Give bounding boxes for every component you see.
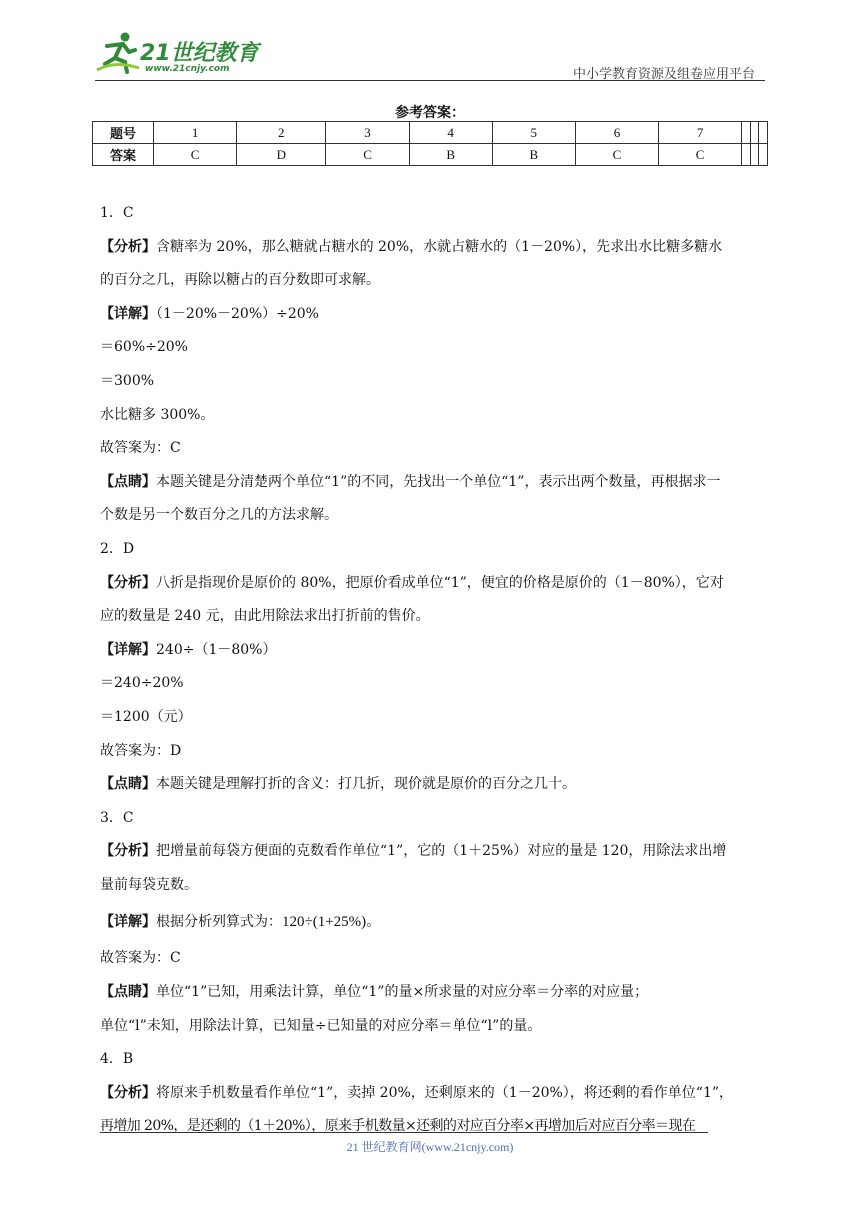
detail-text: 240÷（1－80%） [156,641,277,658]
text-line: 水比糖多 300%。 [100,406,215,423]
tip-tag: 【点睛】 [100,473,156,490]
tip-line [100,976,768,1010]
tip-text: 本题关键是分清楚两个单位“1”的不同，先找出一个单位“1”，表示出两个数量，再根据求一 [156,473,721,490]
row-label: 答案 [93,144,154,166]
solutions [100,197,768,1144]
logo [95,30,265,76]
detail-tag: 【详解】 [100,641,156,658]
table-cell: B [492,144,575,166]
table-cell [750,122,759,144]
detail-line [100,634,768,668]
table-cell: C [659,144,742,166]
analysis-text: 含糖率为 20%，那么糖就占糖水的 20%，水就占糖水的（1－20%），先求出水比糖多糖水 [156,238,723,255]
question-number: 2．D [100,540,135,557]
analysis-tag: 【分析】 [100,574,156,591]
answer-line: 故答案为：D [100,742,182,759]
table-cell: 6 [575,122,658,144]
analysis-tag: 【分析】 [100,1084,156,1101]
analysis-line [100,1077,768,1111]
analysis-text: 把增量前每袋方便面的克数看作单位“1”，它的（1＋25%）对应的量是 120，用除法求出增 [156,843,727,860]
question-number-row [93,122,768,144]
row-label: 题号 [93,122,154,144]
text-line: 再增加 20%，是还剩的（1＋20%），原来手机数量×还剩的对应百分率×再增加后对应百分率＝现在 [100,1118,696,1135]
table-cell: D [237,144,326,166]
table-cell: 5 [492,122,575,144]
text-line: 的百分之几，再除以糖占的百分数即可求解。 [100,272,380,289]
logo-url: www.21cnjy.com [145,64,230,74]
table-cell: C [154,144,237,166]
text-line: 个数是另一个数百分之几的方法求解。 [100,507,338,524]
table-cell: C [575,144,658,166]
analysis-tag: 【分析】 [100,843,156,860]
text-line: 单位“l”未知，用除法计算，已知量÷已知量的对应分率＝单位“l”的量。 [100,1017,542,1034]
tip-text: 单位“1”已知，用乘法计算，单位“1”的量×所求量的对应分率＝分率的对应量； [156,984,649,1001]
footer-link[interactable]: 21 世纪教育网(www.21cnjy.com) [346,1140,514,1154]
analysis-text: 八折是指现价是原价的 80%，把原价看成单位“1”，便宜的价格是原价的（1－80%），它对 [156,574,724,591]
table-cell: 2 [237,122,326,144]
detail-text: 根据分析列算式为： [156,914,282,931]
text-line: ＝240÷20% [100,675,184,692]
table-cell: C [326,144,409,166]
tip-text: 本题关键是理解打折的含义：打几折，现价就是原价的百分之几十。 [156,776,576,793]
text-line: ＝300% [100,372,155,389]
analysis-line [100,231,768,265]
table-cell [759,144,768,166]
detail-line [100,902,768,942]
table-cell [742,122,751,144]
answer-line: 故答案为：C [100,440,181,457]
detail-line [100,298,768,332]
text-line: ＝1200（元） [100,708,192,725]
analysis-line [100,835,768,869]
answer-table [92,121,768,166]
table-cell: 7 [659,122,742,144]
table-cell: 1 [154,122,237,144]
tip-tag: 【点睛】 [100,984,156,1001]
text-line: 量前每袋克数。 [100,876,198,893]
table-cell: 4 [409,122,492,144]
text-line: ＝60%÷20% [100,339,188,356]
platform-name: 中小学教育资源及组卷应用平台 [572,67,755,82]
answer-row [93,144,768,166]
header-divider [95,80,765,81]
table-cell [742,144,751,166]
tip-line [100,768,768,802]
logo-text: 21世纪教育 [140,41,259,66]
formula: 120÷(1+25%) [282,914,367,931]
detail-tag: 【详解】 [100,914,156,931]
runner-logo-icon [95,30,141,76]
answer-title: 参考答案： [395,105,465,121]
analysis-line [100,567,768,601]
table-cell [750,144,759,166]
page-header [95,30,765,80]
table-cell [759,122,768,144]
analysis-text: 将原来手机数量看作单位“1”，卖掉 20%，还剩原来的（1－20%），将还剩的看作单位“1”， [156,1084,734,1101]
analysis-tag: 【分析】 [100,238,156,255]
tip-tag: 【点睛】 [100,776,156,793]
detail-end: 。 [366,914,381,931]
table-cell: B [409,144,492,166]
tip-line [100,466,768,500]
question-number: 4．B [100,1051,134,1068]
table-cell: 3 [326,122,409,144]
footer-divider [100,1132,708,1133]
question-number: 1．C [100,205,134,221]
detail-text: （1－20%－20%）÷20% [156,305,319,322]
detail-tag: 【详解】 [100,305,156,322]
answer-line: 故答案为：C [100,950,181,967]
question-number: 3．C [100,809,134,826]
text-line: 应的数量是 240 元，由此用除法求出打折前的售价。 [100,608,430,625]
